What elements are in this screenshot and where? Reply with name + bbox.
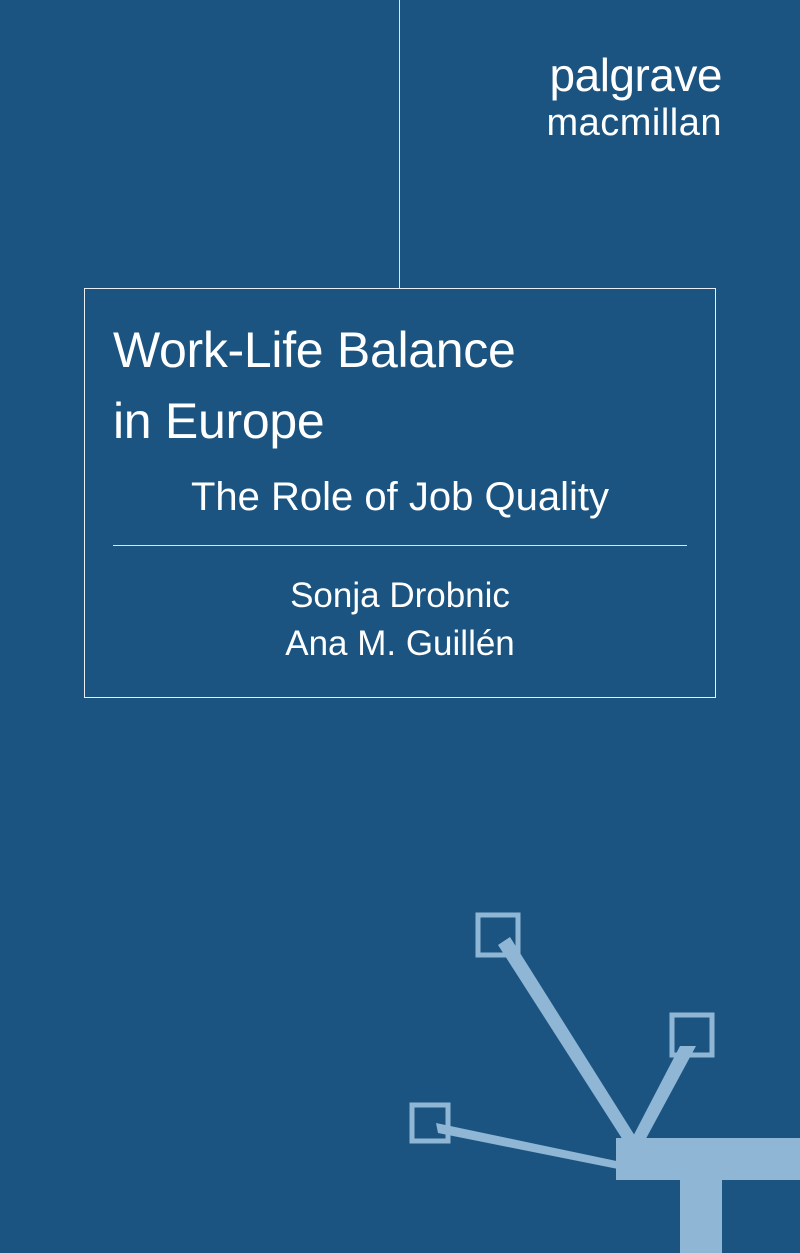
title-block <box>85 315 715 669</box>
publisher-logo <box>546 49 722 144</box>
author-name: Ana M. Guillén <box>285 624 515 664</box>
book-title-line2: in Europe <box>113 393 325 449</box>
publisher-name-line2: macmillan <box>546 102 722 144</box>
book-subtitle: The Role of Job Quality <box>191 475 609 519</box>
title-divider <box>113 545 687 546</box>
publisher-name-line1: palgrave <box>549 49 722 101</box>
book-title-line1: Work-Life Balance <box>113 322 516 378</box>
author-list <box>113 572 687 669</box>
title-frame <box>84 288 716 698</box>
vertical-rule <box>399 0 400 288</box>
author-name: Sonja Drobnic <box>290 576 510 615</box>
network-graphic-icon <box>380 833 800 1253</box>
